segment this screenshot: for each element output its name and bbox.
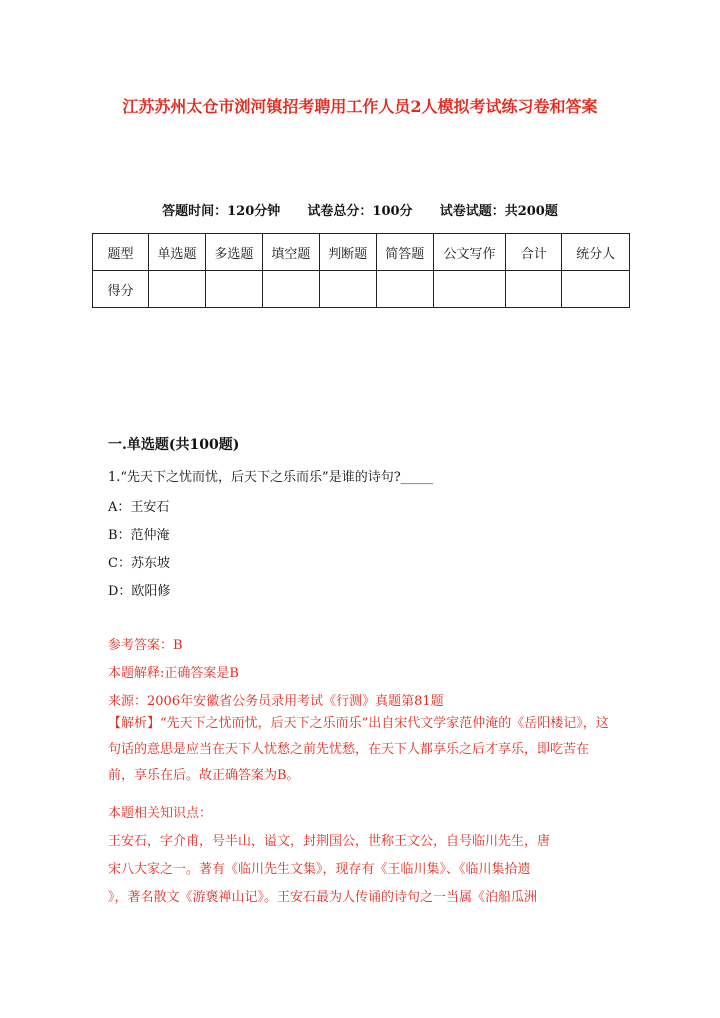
score-cell [205, 271, 262, 308]
score-header-cell: 合计 [506, 234, 562, 271]
score-header-cell: 单选题 [148, 234, 205, 271]
score-cell [506, 271, 562, 308]
question-stem: 1.“先天下之忧而忧，后天下之乐而乐”是谁的诗句?_____ [108, 470, 434, 485]
option-c: C：苏东坡 [108, 556, 170, 571]
option-b: B：范仲淹 [108, 528, 170, 543]
score-header-cell: 填空题 [262, 234, 319, 271]
answer-explanation: 本题解释:正确答案是B [108, 666, 239, 681]
score-cell [319, 271, 376, 308]
score-header-cell: 公文写作 [433, 234, 506, 271]
exam-question-count: 试卷试题：共200题 [439, 204, 558, 219]
answer-source: 来源：2006年安徽省公务员录用考试《行测》真题第81题 [108, 694, 444, 709]
score-header-cell: 判断题 [319, 234, 376, 271]
score-cell [148, 271, 205, 308]
score-cell [433, 271, 506, 308]
score-table-header-row [93, 234, 630, 271]
option-a: A：王安石 [108, 500, 170, 515]
score-cell [376, 271, 433, 308]
answer-analysis: 【解析】“先天下之忧而忧，后天下之乐而乐”出自宋代文学家范仲淹的《岳阳楼记》，这句话的意思是应当在天下人忧愁之前先忧愁，在天下人都享乐之后才享乐，即吃苦在前，享乐在后。故正确答案为B。 [108, 716, 609, 783]
exam-total-score: 试卷总分：100分 [307, 204, 413, 219]
option-d: D：欧阳修 [108, 584, 171, 599]
score-row-label: 得分 [93, 271, 149, 308]
knowledge-line: 王安石，字介甫，号半山，谥文，封荆国公，世称王文公，自号临川先生，唐 [108, 834, 551, 849]
exam-time: 答题时间：120分钟 [162, 204, 281, 219]
section-title: 一.单选题(共100题) [108, 437, 240, 453]
score-header-cell: 简答题 [376, 234, 433, 271]
reference-answer: 参考答案：B [108, 638, 183, 653]
knowledge-line: 宋八大家之一。著有《临川先生文集》，现存有《王临川集》、《临川集拾遗 [108, 862, 531, 877]
score-cell [562, 271, 630, 308]
score-table [92, 233, 630, 308]
document-title: 江苏苏州太仓市浏河镇招考聘用工作人员2人模拟考试练习卷和答案 [122, 97, 598, 116]
knowledge-line: 》，著名散文《游褒禅山记》。王安石最为人传诵的诗句之一当属《泊船瓜洲 [108, 890, 538, 905]
exam-meta [0, 200, 720, 219]
score-header-cell: 题型 [93, 234, 149, 271]
score-header-cell: 多选题 [205, 234, 262, 271]
knowledge-title: 本题相关知识点： [108, 806, 213, 821]
score-table-score-row [93, 271, 630, 308]
score-header-cell: 统分人 [562, 234, 630, 271]
score-cell [262, 271, 319, 308]
